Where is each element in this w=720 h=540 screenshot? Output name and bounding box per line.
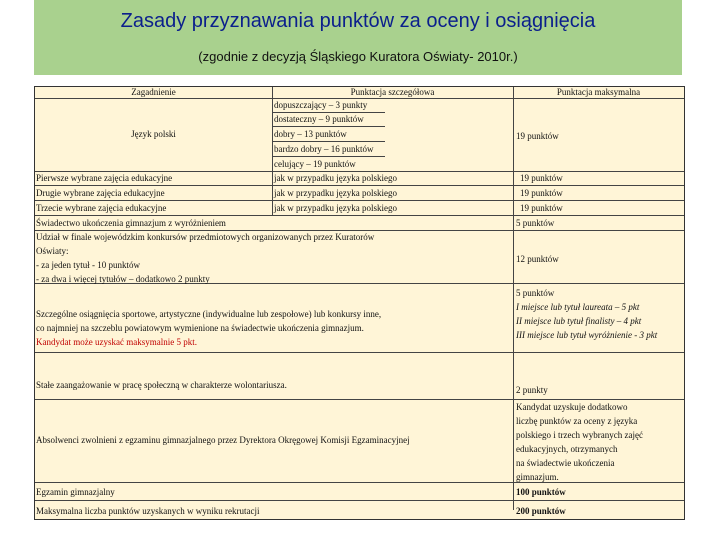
exempt-line: edukacyjnych, otrzymanych: [516, 444, 618, 454]
page-subtitle: (zgodnie z decyzją Śląskiego Kuratora Oświaty- 2010r.): [198, 49, 518, 64]
place-points: III miejsce lub tytuł wyróżnienie - 3 pkt: [516, 330, 658, 340]
exempt-line: Kandydat uzyskuje dodatkowo: [516, 402, 628, 412]
special-line: Szczególne osiągnięcia sportowe, artystyczne (indywidualne lub zespołowe) lub konkursy inne,: [36, 309, 382, 319]
max-points: 200 punktów: [516, 506, 566, 516]
contest-line: - za dwa i więcej tytułów – dodatkowo 2 punkty: [36, 274, 210, 284]
max-points: 2 punkty: [516, 385, 548, 395]
contest-line: - za jeden tytuł - 10 punktów: [36, 260, 140, 270]
subject-name: Drugie wybrane zajęcia edukacyjne: [36, 188, 165, 198]
column-header: Zagadnienie: [131, 87, 176, 97]
grade-points: celujący – 19 punktów: [274, 159, 356, 169]
max-points: 19 punktów: [520, 203, 563, 213]
contest-line: Udział w finale wojewódzkim konkursów przedmiotowych organizowanych przez Kuratorów: [36, 232, 375, 242]
points-table: [34, 86, 685, 520]
exempt-max: [516, 400, 643, 484]
special-line: co najmniej na szczeblu powiatowym wymienione na świadectwie ukończenia gimnazjum.: [36, 323, 364, 333]
slide-header: [34, 0, 682, 75]
grade-points: dobry – 13 punktów: [274, 129, 347, 139]
max-points: 19 punktów: [520, 188, 563, 198]
special-achievements: [36, 307, 381, 349]
max-points: 19 punktów: [516, 131, 559, 141]
detail-text: jak w przypadku języka polskiego: [274, 173, 397, 183]
max-points: 12 punktów: [516, 254, 559, 264]
place-points: I miejsce lub tytuł laureata – 5 pkt: [516, 302, 640, 312]
grade-points: dostateczny – 9 punktów: [274, 114, 364, 124]
grade-points: dopuszczający – 3 punkty: [274, 100, 368, 110]
column-header: Punktacja szczegółowa: [350, 87, 435, 97]
row-divider: [35, 500, 684, 501]
row-divider: [35, 352, 684, 353]
column-divider: [272, 87, 273, 215]
subject-name: Pierwsze wybrane zajęcia edukacyjne: [36, 173, 173, 183]
page-title: Zasady przyznawania punktów za oceny i osiągnięcia: [120, 10, 596, 32]
max-points: 5 punktów: [516, 218, 555, 228]
row-label: Maksymalna liczba punktów uzyskanych w wyniku rekrutacji: [36, 506, 260, 516]
detail-text: jak w przypadku języka polskiego: [274, 188, 397, 198]
max-points: 19 punktów: [520, 173, 563, 183]
contest-line: Oświaty:: [36, 246, 69, 256]
subject-name: Język polski: [131, 129, 176, 139]
grade-points: bardzo dobry – 16 punktów: [274, 144, 374, 154]
max-points: 5 punktów: [516, 288, 555, 298]
exempt-line: liczbę punktów za oceny z języka: [516, 416, 638, 426]
row-label: Stałe zaangażowanie w pracę społeczną w charakterze wolontariusza.: [36, 380, 287, 390]
subject-name: Trzecie wybrane zajęcia edukacyjne: [36, 203, 167, 213]
exempt-line: polskiego i trzech wybranych zajęć: [516, 430, 643, 440]
contest-rules: [36, 230, 374, 286]
special-note: Kandydat może uzyskać maksymalnie 5 pkt.: [36, 337, 197, 347]
row-label: Świadectwo ukończenia gimnazjum z wyróżnieniem: [36, 218, 226, 228]
exempt-line: na świadectwie ukończenia: [516, 458, 615, 468]
max-points: 100 punktów: [516, 487, 566, 497]
exempt-line: gimnazjum.: [516, 472, 559, 482]
detail-text: jak w przypadku języka polskiego: [274, 203, 397, 213]
special-max: [516, 286, 657, 342]
row-label: Absolwenci zwolnieni z egzaminu gimnazjalnego przez Dyrektora Okręgowej Komisji Egzaminacyjnej: [36, 435, 410, 445]
place-points: II miejsce lub tytuł finalisty – 4 pkt: [516, 316, 642, 326]
column-divider: [513, 87, 514, 510]
row-label: Egzamin gimnazjalny: [36, 487, 115, 497]
column-header: Punktacja maksymalna: [556, 87, 641, 97]
